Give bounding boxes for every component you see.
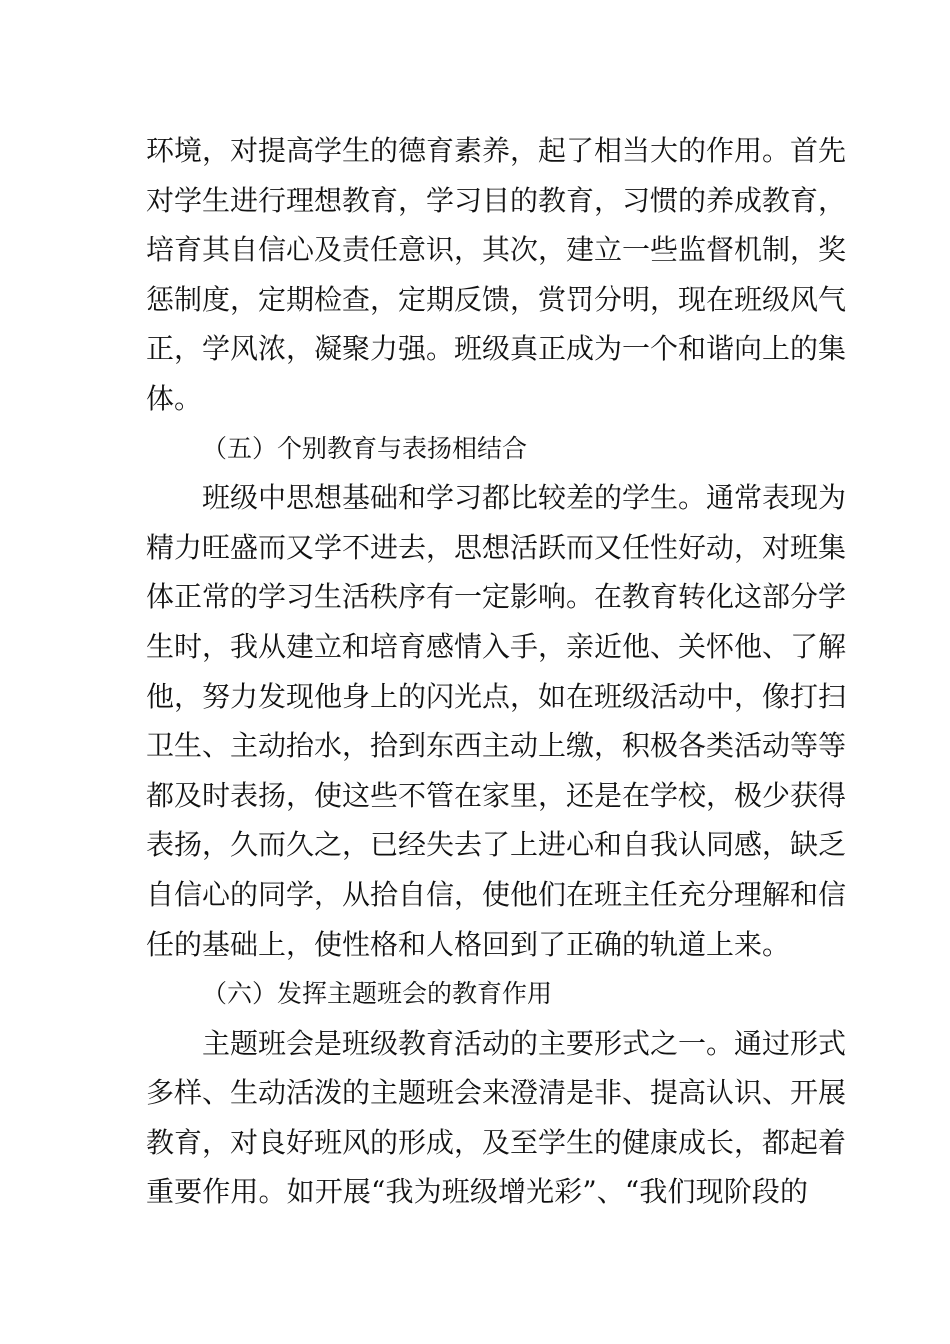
text-line: 教育，对良好班风的形成，及至学生的健康成长，都起着 <box>146 1125 847 1159</box>
text-line: 体正常的学习生活秩序有一定影响。在教育转化这部分学 <box>146 580 847 614</box>
section-heading-6: （六）发挥主题班会的教育作用 <box>202 979 553 1009</box>
text-line: 惩制度，定期检查，定期反馈，赏罚分明，现在班级风气 <box>146 282 847 316</box>
text-line: 多样、生动活泼的主题班会来澄清是非、提高认识、开展 <box>146 1076 847 1110</box>
text-line: 他，努力发现他身上的闪光点，如在班级活动中，像打扫 <box>146 679 847 713</box>
text-line: 班级中思想基础和学习都比较差的学生。通常表现为 <box>202 481 847 515</box>
text-line: 卫生、主动抬水，拾到东西主动上缴，积极各类活动等等 <box>146 729 847 763</box>
paragraph-individual-education <box>146 473 847 969</box>
text-line: 对学生进行理想教育，学习目的教育，习惯的养成教育， <box>146 183 847 217</box>
text-line: 表扬，久而久之，已经失去了上进心和自我认同感，缺乏 <box>146 828 847 862</box>
text-line: 生时，我从建立和培育感情入手，亲近他、关怀他、了解 <box>146 629 847 663</box>
text-line: 环境，对提高学生的德育素养，起了相当大的作用。首先 <box>146 134 847 167</box>
text-line: 培育其自信心及责任意识，其次，建立一些监督机制，奖 <box>146 233 847 267</box>
text-line: 重要作用。如开展“我为班级增光彩”、“我们现阶段的 <box>146 1175 808 1209</box>
text-line: 精力旺盛而又学不进去，思想活跃而又任性好动，对班集 <box>146 530 847 564</box>
text-line: 都及时表扬，使这些不管在家里，还是在学校，极少获得 <box>146 778 847 812</box>
text-line: 任的基础上，使性格和人格回到了正确的轨道上来。 <box>146 927 791 961</box>
text-line: 自信心的同学，从拾自信，使他们在班主任充分理解和信 <box>146 877 847 911</box>
paragraph-theme-class-meeting <box>146 1019 847 1217</box>
document-body <box>146 126 847 1217</box>
text-line: 主题班会是班级教育活动的主要形式之一。通过形式 <box>202 1026 847 1060</box>
text-line: 体。 <box>146 381 203 415</box>
text-line: 正，学风浓，凝聚力强。班级真正成为一个和谐向上的集 <box>146 332 847 366</box>
paragraph-continued <box>146 126 847 424</box>
section-heading-5: （五）个别教育与表扬相结合 <box>202 433 528 463</box>
